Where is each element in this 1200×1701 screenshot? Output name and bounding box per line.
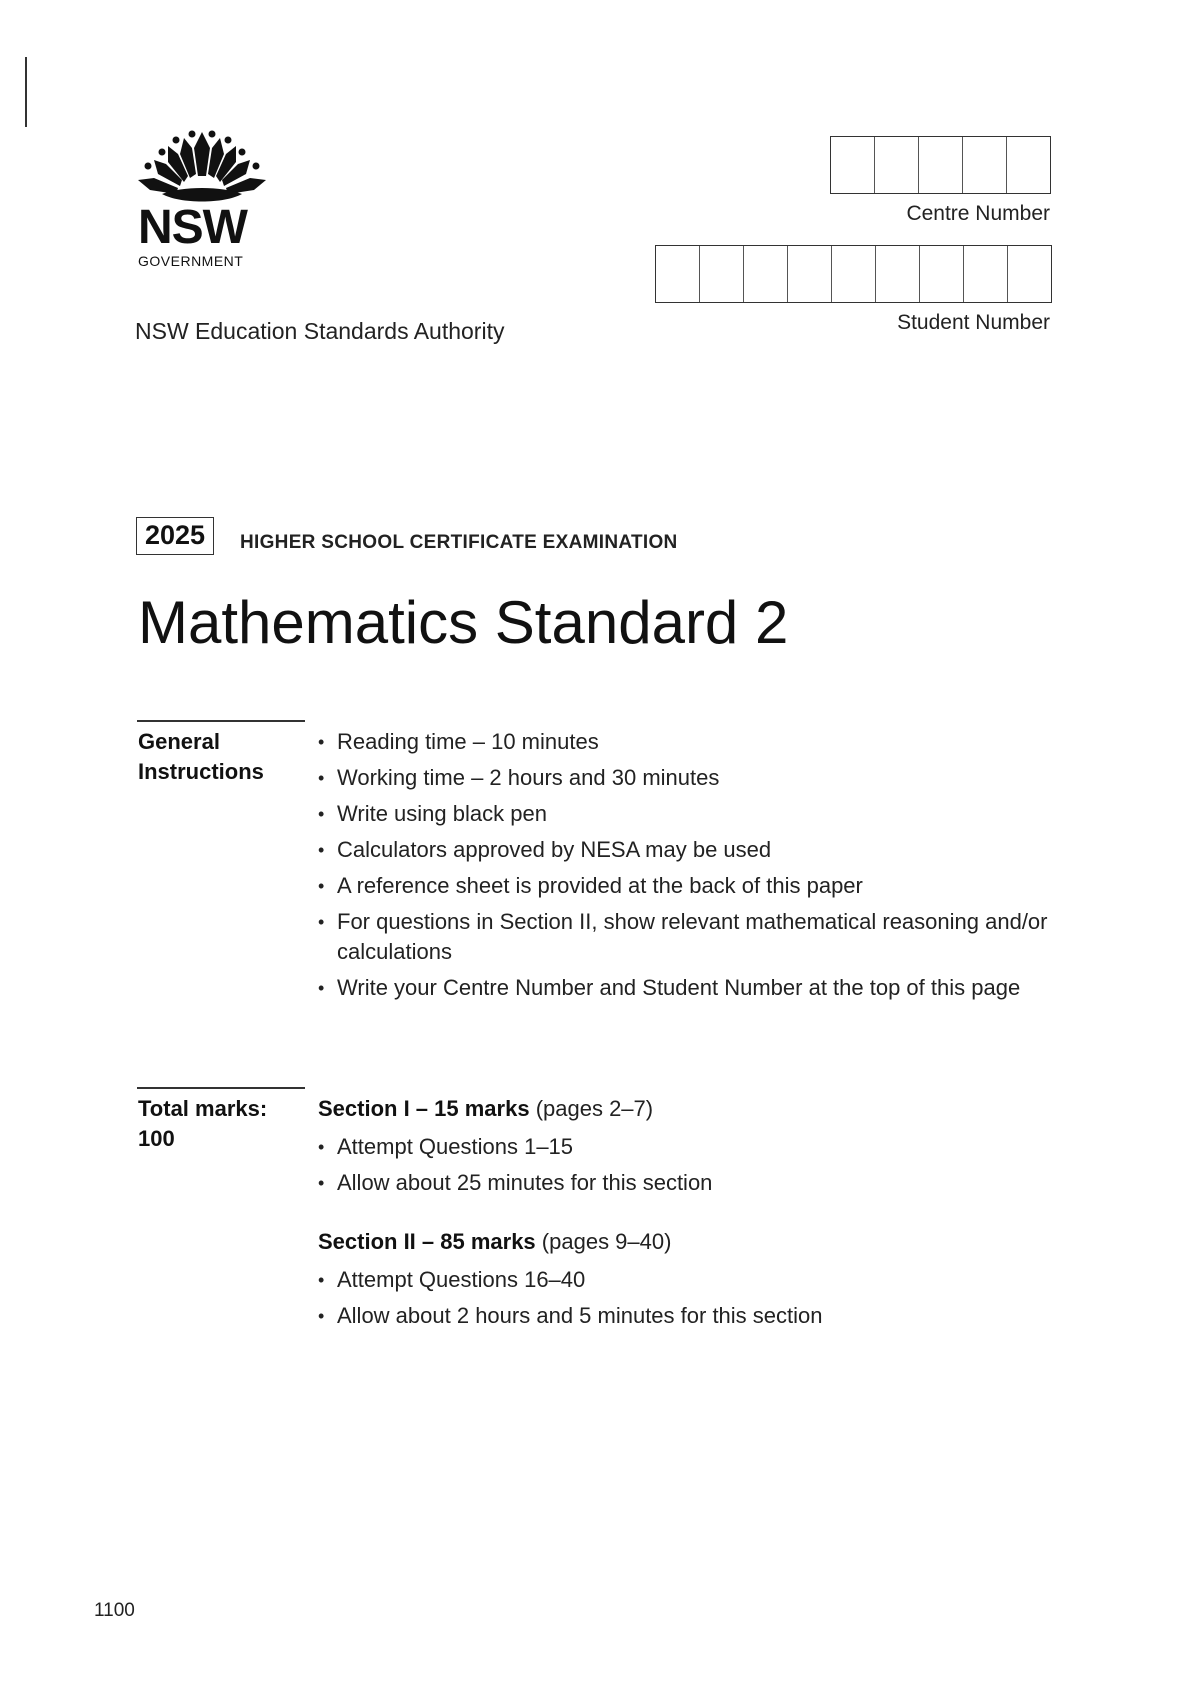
list-item: • Attempt Questions 1–15 xyxy=(318,1132,1078,1162)
authority-name: NSW Education Standards Authority xyxy=(135,318,505,344)
section-items xyxy=(318,1265,1078,1331)
centre-number-digit[interactable] xyxy=(963,137,1007,193)
student-number-digit[interactable] xyxy=(832,246,876,302)
list-item: • Attempt Questions 16–40 xyxy=(318,1265,1078,1295)
list-item: • A reference sheet is provided at the back of this paper xyxy=(318,871,1078,901)
student-number-digit[interactable] xyxy=(876,246,920,302)
section-heading: Section II – 85 marks (pages 9–40) xyxy=(318,1229,672,1254)
student-number-digit[interactable] xyxy=(1008,246,1051,302)
student-number-digit[interactable] xyxy=(788,246,832,302)
section-items xyxy=(318,1132,1078,1198)
general-instructions-label: General Instructions xyxy=(138,729,264,784)
centre-number-digit[interactable] xyxy=(831,137,875,193)
page-code: 1100 xyxy=(94,1600,135,1621)
logo-subtitle: GOVERNMENT xyxy=(138,253,244,269)
list-item: • Write using black pen xyxy=(318,799,1078,829)
centre-number-digit[interactable] xyxy=(875,137,919,193)
centre-number-digit[interactable] xyxy=(1007,137,1050,193)
student-number-boxes[interactable] xyxy=(655,245,1052,303)
list-item: • Allow about 25 minutes for this section xyxy=(318,1168,1078,1198)
list-item: • For questions in Section II, show relevant mathematical reasoning and/or calculations xyxy=(318,907,1078,967)
section-heading: Section I – 15 marks (pages 2–7) xyxy=(318,1096,654,1121)
list-item: • Reading time – 10 minutes xyxy=(318,727,1078,757)
centre-number-boxes[interactable] xyxy=(830,136,1051,194)
nsw-government-logo xyxy=(132,128,282,269)
centre-number-label: Centre Number xyxy=(906,202,1050,225)
logo-wordmark: NSW xyxy=(138,201,247,254)
divider xyxy=(137,1087,305,1089)
list-item: • Write your Centre Number and Student Number at the top of this page xyxy=(318,973,1078,1003)
student-number-digit[interactable] xyxy=(656,246,700,302)
divider xyxy=(137,720,305,722)
margin-mark xyxy=(25,57,27,127)
section-1 xyxy=(318,1094,1078,1204)
section-2 xyxy=(318,1227,1078,1337)
exam-year: 2025 xyxy=(136,517,214,555)
general-instructions-list xyxy=(318,727,1078,1009)
student-number-digit[interactable] xyxy=(964,246,1008,302)
centre-number-digit[interactable] xyxy=(919,137,963,193)
student-number-digit[interactable] xyxy=(744,246,788,302)
list-item: • Allow about 2 hours and 5 minutes for this section xyxy=(318,1301,1078,1331)
total-marks-label: Total marks: 100 xyxy=(138,1096,268,1151)
student-number-label: Student Number xyxy=(897,311,1050,334)
student-number-digit[interactable] xyxy=(920,246,964,302)
list-item: • Calculators approved by NESA may be used xyxy=(318,835,1078,865)
exam-name: HIGHER SCHOOL CERTIFICATE EXAMINATION xyxy=(240,532,678,553)
subject-title: Mathematics Standard 2 xyxy=(138,589,789,656)
waratah-icon xyxy=(132,128,272,208)
student-number-digit[interactable] xyxy=(700,246,744,302)
list-item: • Working time – 2 hours and 30 minutes xyxy=(318,763,1078,793)
